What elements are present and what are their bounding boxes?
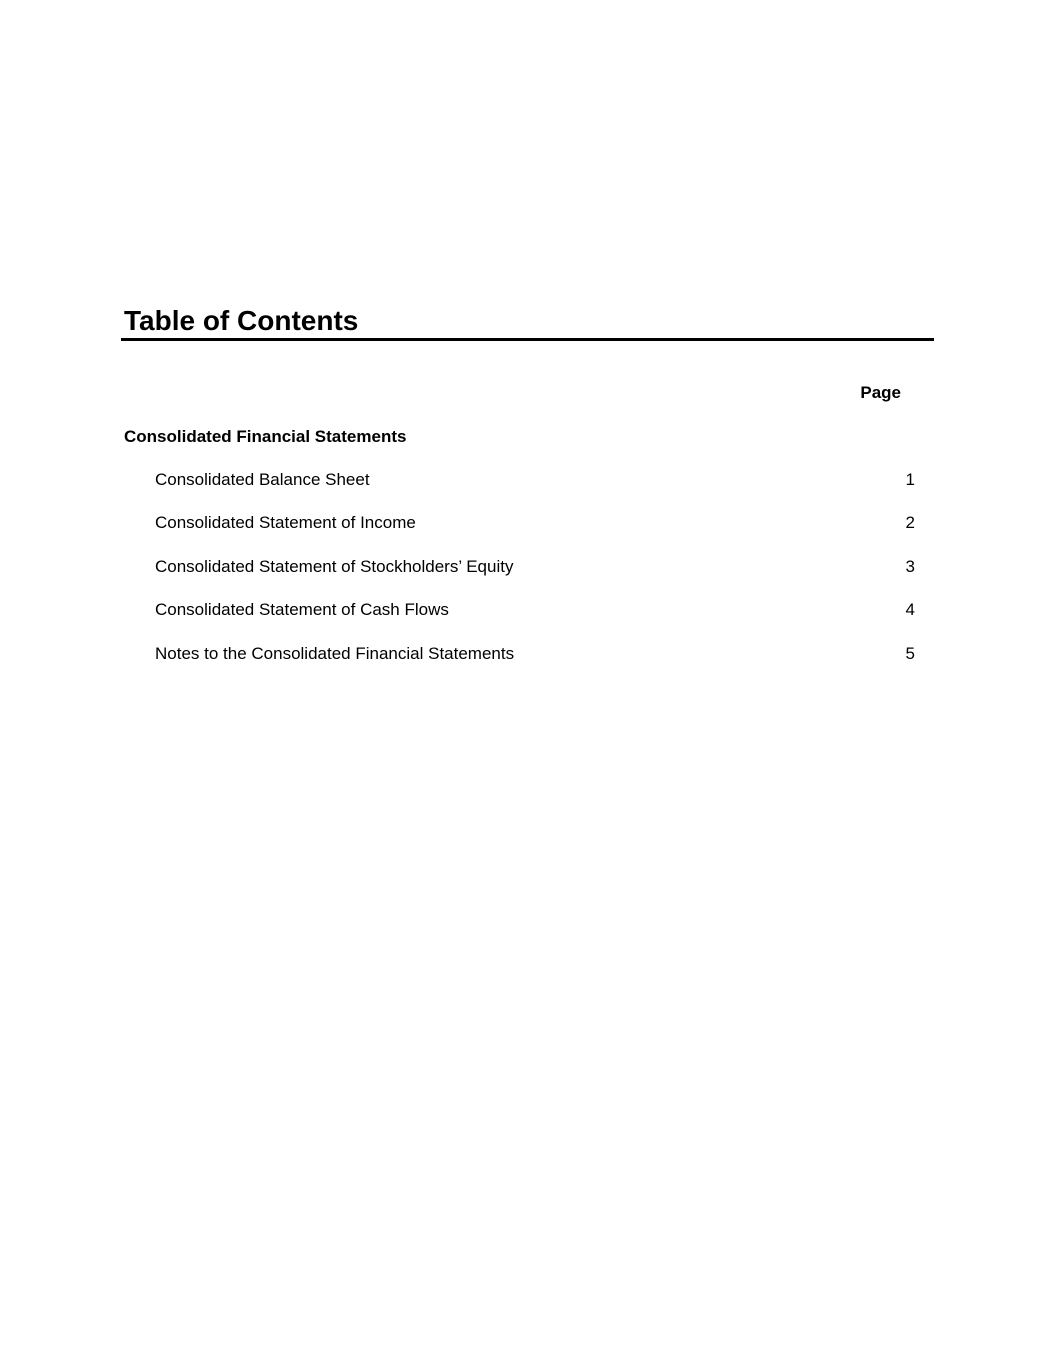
section-heading: Consolidated Financial Statements xyxy=(124,427,407,446)
toc-entry-statement-of-income[interactable] xyxy=(155,513,915,533)
toc-entry-label[interactable]: Consolidated Balance Sheet xyxy=(155,470,370,489)
toc-entry-balance-sheet[interactable] xyxy=(155,470,915,490)
toc-entry-stockholders-equity[interactable] xyxy=(155,557,915,577)
toc-entry-label[interactable]: Notes to the Consolidated Financial Statements xyxy=(155,644,515,663)
toc-entry-label[interactable]: Consolidated Statement of Stockholders’ Equity xyxy=(155,557,514,576)
toc-entry-notes[interactable] xyxy=(155,644,915,664)
toc-entry-label[interactable]: Consolidated Statement of Cash Flows xyxy=(155,600,449,619)
toc-entry-cash-flows[interactable] xyxy=(155,600,915,620)
toc-entry-page-number: 5 xyxy=(905,644,915,663)
toc-entry-page-number: 1 xyxy=(905,470,915,489)
toc-entry-page-number: 4 xyxy=(905,600,915,619)
page-column-header: Page xyxy=(860,383,901,402)
toc-entry-page-number: 3 xyxy=(905,557,915,576)
toc-title: Table of Contents xyxy=(124,305,359,336)
toc-entry-page-number: 2 xyxy=(905,513,915,532)
toc-entry-label[interactable]: Consolidated Statement of Income xyxy=(155,513,416,532)
title-underline-rule xyxy=(121,338,934,341)
